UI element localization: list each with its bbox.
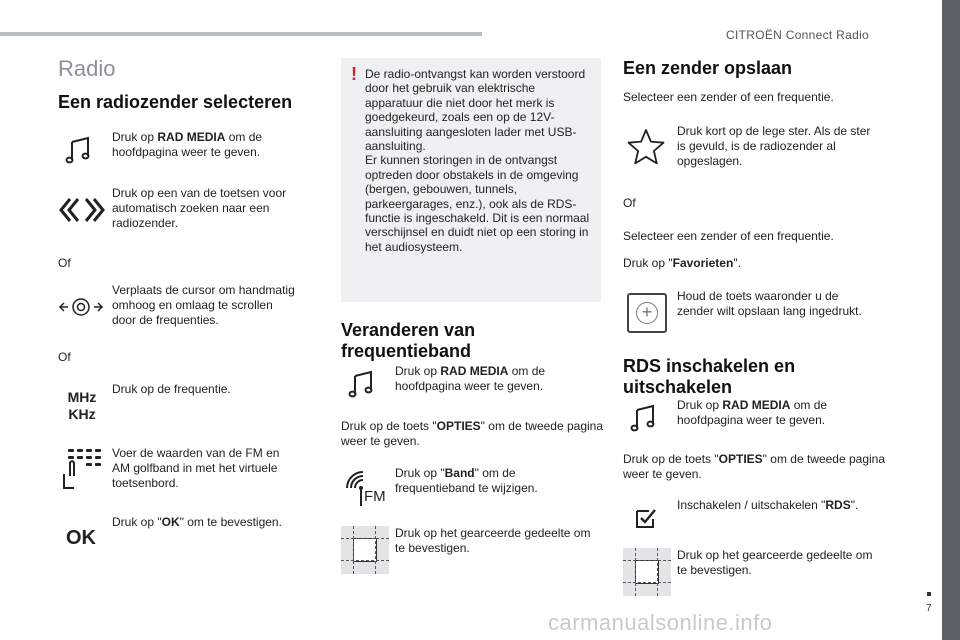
step-text: Verplaats de cursor om handmatig omhoog en omlaag te scrollen door de frequenties. bbox=[112, 283, 295, 327]
mhz-khz-icon: MHz KHz bbox=[67, 389, 97, 422]
or-text: Of bbox=[58, 256, 71, 270]
keypad-hand-icon bbox=[58, 446, 104, 492]
fm-band-icon bbox=[341, 466, 389, 514]
step-text: Druk op een van de toetsen voor automatisch zoeken naar een radiozender. bbox=[112, 186, 287, 230]
plus-button-icon: + bbox=[623, 289, 671, 337]
cursor-slider-icon bbox=[58, 287, 104, 327]
step-text: Druk op het gearceerde gedeelte om te bevestigen. bbox=[395, 526, 591, 555]
star-icon bbox=[623, 124, 669, 170]
paragraph: Selecteer een zender of een frequentie. bbox=[623, 90, 834, 104]
heading-save-station: Een zender opslaan bbox=[623, 58, 793, 78]
step-text: Inschakelen / uitschakelen "RDS". bbox=[677, 498, 859, 512]
bullet-dot bbox=[927, 592, 931, 596]
warning-icon: ! bbox=[351, 64, 357, 84]
checkbox-icon bbox=[623, 498, 669, 538]
music-note-icon bbox=[58, 130, 98, 170]
section-title: Radio bbox=[58, 56, 116, 81]
step-text: Druk op RAD MEDIA om de hoofdpagina weer te geven. bbox=[112, 130, 263, 159]
paragraph: Druk op "Favorieten". bbox=[623, 256, 741, 270]
warning-text: De radio-ontvangst kan worden verstoord door het gebruik van elektrische apparatuur die niet door het merk is goedgekeurd, zoals een op de 12V-aansluiting aangesloten lader met USB-aansluiting. Er kunnen storingen in de ontvangst optreden door obstakels in de omgeving (bergen, gebouwen, tunnels, parkeergarages, enz.), ook als de RDS-functie is ingeschakeld. Dit is een normaal verschijnsel en duidt niet op een storing in het audiosysteem. bbox=[365, 67, 590, 254]
page-number: 7 bbox=[926, 603, 932, 614]
shaded-area-icon bbox=[341, 526, 389, 574]
side-strip bbox=[942, 0, 960, 640]
step-text: Druk op de frequentie. bbox=[112, 382, 231, 396]
step-text: Voer de waarden van de FM en AM golfband in met het virtuele toetsenbord. bbox=[112, 446, 280, 490]
warning-box bbox=[341, 58, 601, 302]
paragraph: Selecteer een zender of een frequentie. bbox=[623, 229, 834, 243]
heading-select-station: Een radiozender selecteren bbox=[58, 92, 293, 112]
heading-change-band: Veranderen van frequentieband bbox=[341, 320, 476, 361]
ok-icon: OK bbox=[66, 526, 96, 549]
step-text: Houd de toets waaronder u de zender wilt opslaan lang ingedrukt. bbox=[677, 289, 862, 318]
step-text: Druk kort op de lege ster. Als de ster is gevuld, is de radiozender al opgeslagen. bbox=[677, 124, 871, 168]
step-text: Druk op "OK" om te bevestigen. bbox=[112, 515, 282, 529]
double-chevron-icon bbox=[58, 190, 106, 230]
step-text: Druk op RAD MEDIA om de hoofdpagina weer te geven. bbox=[677, 398, 828, 427]
or-text: Of bbox=[58, 350, 71, 364]
fm-label: FM bbox=[364, 488, 386, 505]
options-paragraph: Druk op de toets "OPTIES" om de tweede pagina weer te geven. bbox=[341, 419, 604, 448]
options-paragraph: Druk op de toets "OPTIES" om de tweede pagina weer te geven. bbox=[623, 452, 886, 481]
header-title: CITROËN Connect Radio bbox=[726, 28, 870, 42]
music-note-icon bbox=[623, 398, 663, 438]
music-note-icon bbox=[341, 364, 381, 404]
step-text: Druk op "Band" om de frequentieband te wijzigen. bbox=[395, 466, 538, 495]
step-text: Druk op RAD MEDIA om de hoofdpagina weer te geven. bbox=[395, 364, 546, 393]
step-text: Druk op het gearceerde gedeelte om te bevestigen. bbox=[677, 548, 873, 577]
header-rule bbox=[0, 32, 482, 36]
heading-rds: RDS inschakelen en uitschakelen bbox=[623, 356, 796, 397]
watermark: carmanualsonline.info bbox=[548, 610, 773, 635]
shaded-area-icon bbox=[623, 548, 671, 596]
or-text: Of bbox=[623, 196, 636, 210]
